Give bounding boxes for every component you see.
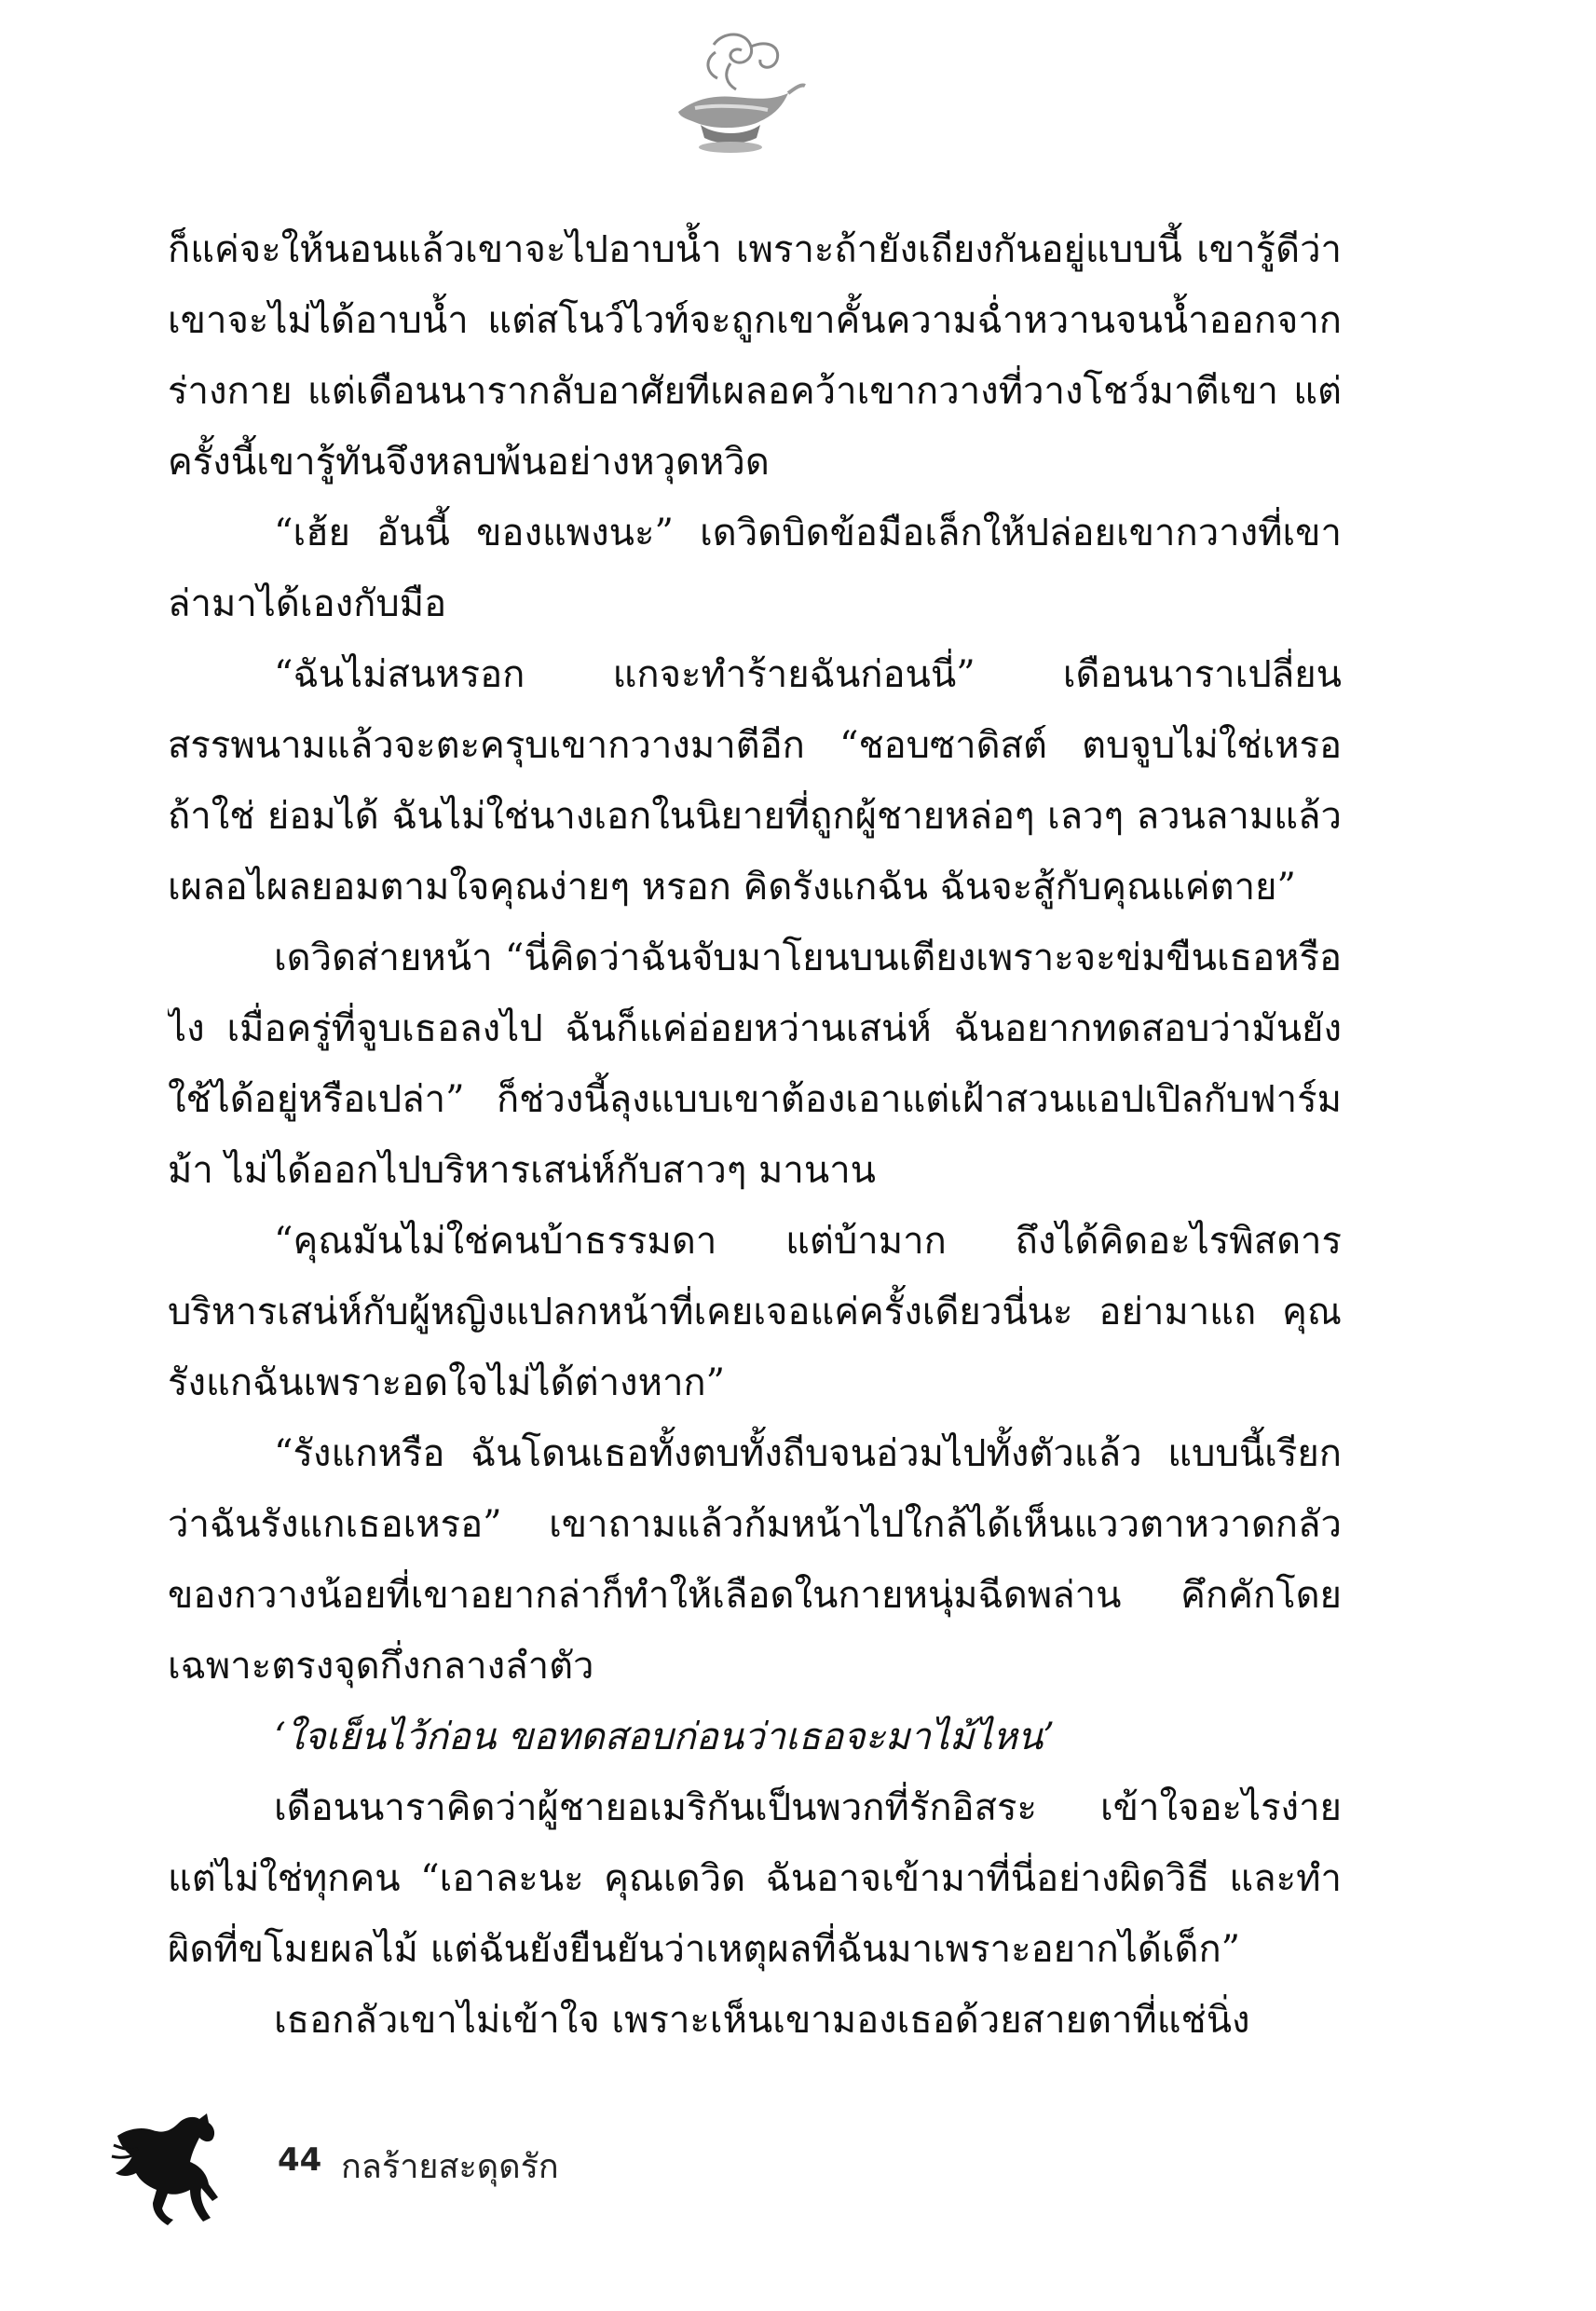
italic-thought: ‘ใจเย็นไว้ก่อน ขอทดสอบก่อนว่าเธอจะมาไม้ไหน’ [274, 1716, 1055, 1758]
paragraph: ก็แค่จะให้นอนแล้วเขาจะไปอาบน้ำ เพราะถ้ายังเถียงกันอยู่แบบนี้ เขารู้ดีว่าเขาจะไม่ได้อาบน้ำ แต่สโนว์ไวท์จะถูกเขาคั้นความฉ่ำหวานจนน้ำออกจากร่างกาย แต่เดือนนารากลับอาศัยทีเผลอคว้าเขากวางที่วางโชว์มาตีเขา แต่ครั้งนี้เขารู้ทันจึงหลบพ้นอย่างหวุดหวิด [168, 228, 1342, 484]
page-number: 44 [278, 2141, 322, 2179]
horse-icon [110, 2108, 268, 2229]
paragraph: เดวิดส่ายหน้า “นี่คิดว่าฉันจับมาโยนบนเตียงเพราะจะข่มขืนเธอหรือไง เมื่อครู่ที่จูบเธอลงไป ฉันก็แค่อ่อยหว่านเสน่ห์ ฉันอยากทดสอบว่ามันยังใช้ได้อยู่หรือเปล่า” ก็ช่วงนี้ลุงแบบเขาต้องเอาแต่เฝ้าสวนแอปเปิลกับฟาร์มม้า ไม่ได้ออกไปบริหารเสน่ห์กับสาวๆ มานาน [168, 937, 1342, 1192]
magic-lamp-icon [658, 26, 807, 166]
paragraph: เดือนนาราคิดว่าผู้ชายอเมริกันเป็นพวกที่รักอิสระ เข้าใจอะไรง่าย แต่ไม่ใช่ทุกคน “เอาละนะ คุณเดวิด ฉันอาจเข้ามาที่นี่อย่างผิดวิธี และทำผิดที่ขโมยผลไม้ แต่ฉันยังยืนยันว่าเหตุผลที่ฉันมาเพราะอยากได้เด็ก” [168, 1786, 1342, 1971]
book-title: กลร้ายสะดุดรัก [341, 2148, 559, 2186]
chapter-body [168, 214, 1342, 2087]
paragraph: “รังแกหรือ ฉันโดนเธอทั้งตบทั้งถีบจนอ่วมไปทั้งตัวแล้ว แบบนี้เรียกว่าฉันรังแกเธอเหรอ” เขาถามแล้วก้มหน้าไปใกล้ได้เห็นแววตาหวาดกลัวของกวางน้อยที่เขาอยากล่าก็ทำให้เลือดในกายหนุ่มฉีดพล่าน คึกคักโดยเฉพาะตรงจุดกึ่งกลางลำตัว [168, 1432, 1342, 1688]
paragraph: “ฉันไม่สนหรอก แกจะทำร้ายฉันก่อนนี่” เดือนนาราเปลี่ยนสรรพนามแล้วจะตะครุบเขากวางมาตีอีก “ชอบซาดิสต์ ตบจูบไม่ใช่เหรอ ถ้าใช่ ย่อมได้ ฉันไม่ใช่นางเอกในนิยายที่ถูกผู้ชายหล่อๆ เลวๆ ลวนลามแล้วเผลอไผลยอมตามใจคุณง่ายๆ หรอก คิดรังแกฉัน ฉันจะสู้กับคุณแค่ตาย” [168, 653, 1342, 909]
paragraph: “เฮ้ย อันนี้ ของแพงนะ” เดวิดบิดข้อมือเล็กให้ปล่อยเขากวางที่เขาล่ามาได้เองกับมือ [168, 512, 1342, 625]
paragraph: เธอกลัวเขาไม่เข้าใจ เพราะเห็นเขามองเธอด้วยสายตาที่แช่นิ่ง [274, 1999, 1250, 2042]
page-footer [110, 2108, 762, 2238]
paragraph: “คุณมันไม่ใช่คนบ้าธรรมดา แต่บ้ามาก ถึงได้คิดอะไรพิสดาร บริหารเสน่ห์กับผู้หญิงแปลกหน้าที่เคยเจอแค่ครั้งเดียวนี่นะ อย่ามาแถ คุณรังแกฉันเพราะอดใจไม่ได้ต่างหาก” [168, 1220, 1342, 1404]
